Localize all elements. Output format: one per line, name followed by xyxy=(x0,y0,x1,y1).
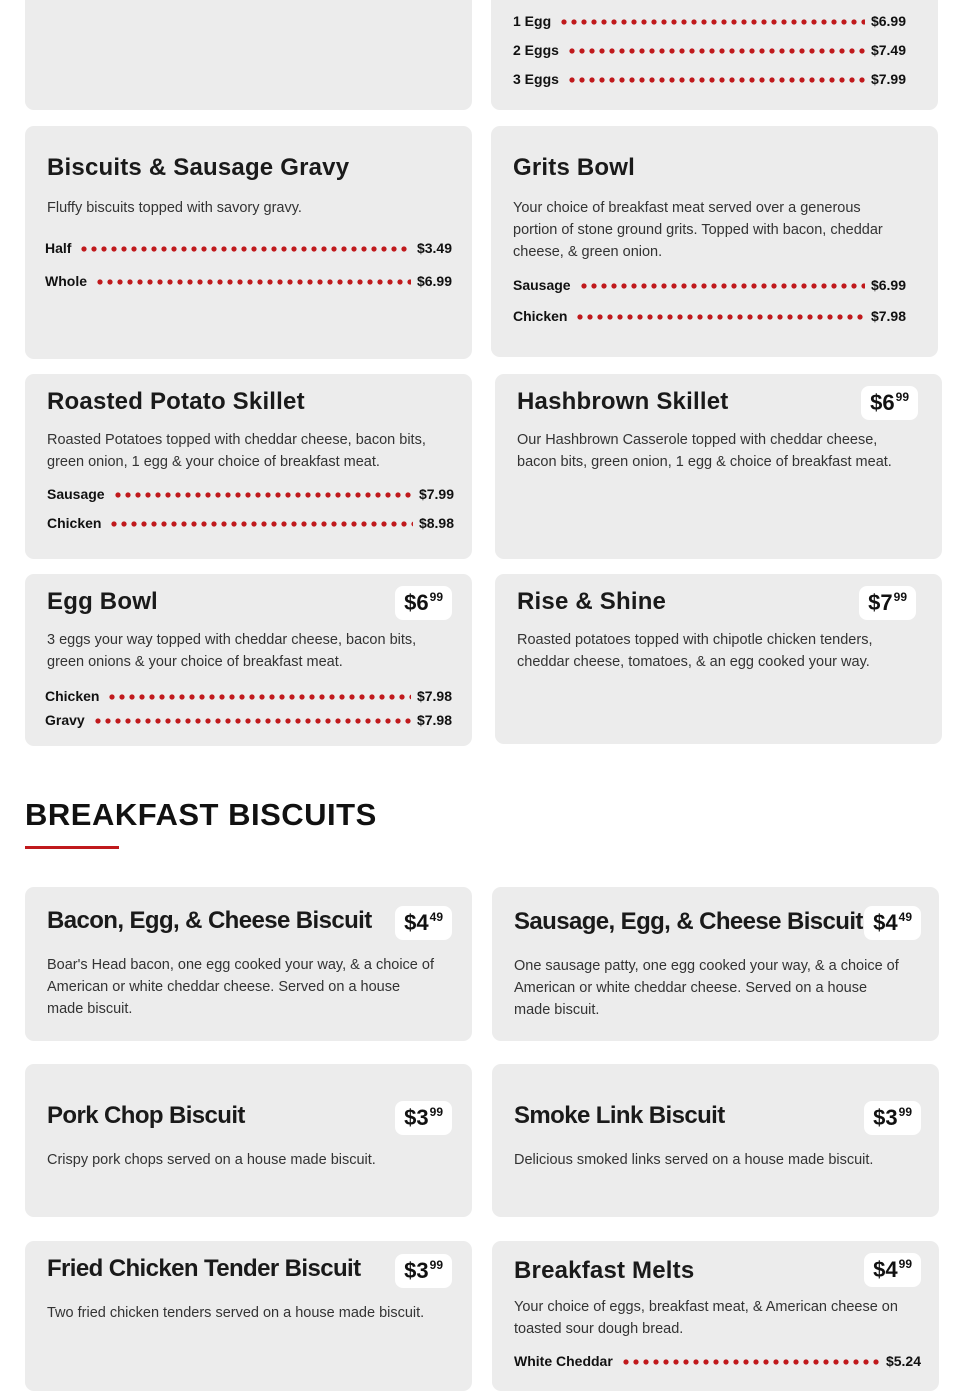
menu-card-smoke-link-biscuit xyxy=(492,1064,939,1217)
price-cents: 99 xyxy=(429,590,443,604)
option-label: White Cheddar xyxy=(514,1353,613,1369)
price-cents: 99 xyxy=(898,1105,912,1119)
price-badge xyxy=(864,1253,921,1287)
price-badge xyxy=(395,906,452,940)
price-badge xyxy=(864,906,921,940)
menu-card-grits-bowl xyxy=(491,126,938,357)
item-title: Sausage, Egg, & Cheese Biscuit xyxy=(514,908,863,935)
item-title: Grits Bowl xyxy=(513,154,636,181)
dot-leader xyxy=(559,19,865,25)
price-cents: 99 xyxy=(895,390,909,404)
option-price: $7.99 xyxy=(870,71,906,87)
option-price: $8.98 xyxy=(418,515,454,531)
item-title: Pork Chop Biscuit xyxy=(47,1102,245,1129)
option-label: Sausage xyxy=(513,277,571,293)
option-row xyxy=(45,272,452,290)
item-title: Egg Bowl xyxy=(47,588,158,615)
dot-leader xyxy=(95,279,411,285)
price-dollars: $6 xyxy=(870,390,895,415)
option-row xyxy=(47,514,454,532)
menu-card-roasted-potato-skillet xyxy=(25,374,472,559)
option-row xyxy=(514,1352,921,1370)
item-title: Bacon, Egg, & Cheese Biscuit xyxy=(47,907,372,934)
item-description: Delicious smoked links served on a house made biscuit. xyxy=(514,1152,874,1168)
dot-leader xyxy=(621,1359,880,1365)
item-description: Roasted potatoes topped with chipotle chicken tenders, cheddar cheese, tomatoes, & an egg cooked your way. xyxy=(517,632,873,670)
dot-leader xyxy=(579,283,865,289)
price-cents: 99 xyxy=(893,590,907,604)
dot-leader xyxy=(575,314,864,320)
menu-card-hashbrown-skillet xyxy=(495,374,942,559)
menu-card-sausage-egg-cheese-biscuit xyxy=(492,887,939,1041)
option-price: $7.99 xyxy=(418,486,454,502)
option-label: 1 Egg xyxy=(513,13,552,29)
menu-card-egg-bowl xyxy=(25,574,472,746)
price-badge xyxy=(864,1101,921,1135)
price-badge xyxy=(859,586,916,620)
price-cents: 49 xyxy=(429,910,443,924)
menu-card-rise-shine xyxy=(495,574,942,744)
item-description: Your choice of breakfast meat served over a generous portion of stone ground grits. Topped with bacon, cheddar cheese, & green onion. xyxy=(513,200,883,260)
option-label: Whole xyxy=(45,273,87,289)
menu-card-breakfast-melts xyxy=(492,1241,939,1391)
option-row xyxy=(513,12,906,30)
price-badge xyxy=(395,1101,452,1135)
price-dollars: $4 xyxy=(873,1257,898,1282)
item-title: Fried Chicken Tender Biscuit xyxy=(47,1255,361,1282)
dot-leader xyxy=(567,48,865,54)
option-row xyxy=(513,70,906,88)
menu-card-fried-chicken-tender-biscuit xyxy=(25,1241,472,1391)
option-row xyxy=(45,687,452,705)
option-price: $6.99 xyxy=(870,277,906,293)
price-cents: 49 xyxy=(898,910,912,924)
option-row xyxy=(45,239,452,257)
option-price: $5.24 xyxy=(885,1353,921,1369)
dot-leader xyxy=(93,718,411,724)
price-cents: 99 xyxy=(429,1258,443,1272)
option-row xyxy=(47,485,454,503)
option-price: $3.49 xyxy=(416,240,452,256)
option-price: $7.98 xyxy=(416,712,452,728)
item-title: Smoke Link Biscuit xyxy=(514,1102,725,1129)
item-title: Hashbrown Skillet xyxy=(517,388,729,415)
option-row xyxy=(513,41,906,59)
item-description: Roasted Potatoes topped with cheddar cheese, bacon bits, green onion, 1 egg & your choice of breakfast meat. xyxy=(47,432,426,470)
item-description: Crispy pork chops served on a house made biscuit. xyxy=(47,1152,376,1168)
price-badge xyxy=(395,586,452,620)
option-label: 2 Eggs xyxy=(513,42,559,58)
price-dollars: $4 xyxy=(404,910,429,935)
menu-card-biscuits-gravy xyxy=(25,126,472,359)
item-description: One sausage patty, one egg cooked your way, & a choice of American or white cheddar cheese. Served on a house made biscuit. xyxy=(514,958,899,1018)
dot-leader xyxy=(113,492,413,498)
option-label: Chicken xyxy=(45,688,100,704)
price-dollars: $6 xyxy=(404,590,429,615)
price-dollars: $4 xyxy=(873,910,898,935)
section-heading: BREAKFAST BISCUITS xyxy=(25,797,377,832)
item-description: Fluffy biscuits topped with savory gravy. xyxy=(47,200,302,216)
price-dollars: $3 xyxy=(873,1105,898,1130)
option-price: $7.98 xyxy=(870,308,906,324)
dot-leader xyxy=(109,521,412,527)
item-description: Our Hashbrown Casserole topped with cheddar cheese, bacon bits, green onion, 1 egg & choice of breakfast meat. xyxy=(517,432,892,470)
menu-card-eggs xyxy=(491,0,938,110)
option-price: $7.98 xyxy=(416,688,452,704)
option-row xyxy=(513,276,906,294)
option-price: $7.49 xyxy=(870,42,906,58)
option-label: Gravy xyxy=(45,712,85,728)
menu-card-blank xyxy=(25,0,472,110)
section-underline xyxy=(25,846,119,849)
option-price: $6.99 xyxy=(870,13,906,29)
option-label: Chicken xyxy=(513,308,568,324)
item-description: Your choice of eggs, breakfast meat, & American cheese on toasted sour dough bread. xyxy=(514,1299,898,1337)
item-title: Biscuits & Sausage Gravy xyxy=(47,154,350,181)
option-label: Half xyxy=(45,240,72,256)
option-price: $6.99 xyxy=(416,273,452,289)
dot-leader xyxy=(79,246,411,252)
option-label: 3 Eggs xyxy=(513,71,559,87)
menu-card-pork-chop-biscuit xyxy=(25,1064,472,1217)
price-badge xyxy=(395,1254,452,1288)
dot-leader xyxy=(567,77,865,83)
price-badge xyxy=(861,386,918,420)
item-description: Two fried chicken tenders served on a house made biscuit. xyxy=(47,1305,425,1321)
item-title: Breakfast Melts xyxy=(514,1257,695,1284)
item-description: Boar's Head bacon, one egg cooked your way, & a choice of American or white cheddar cheese. Served on a house made biscuit. xyxy=(47,957,434,1017)
price-cents: 99 xyxy=(898,1257,912,1271)
option-label: Chicken xyxy=(47,515,102,531)
price-dollars: $3 xyxy=(404,1258,429,1283)
price-dollars: $7 xyxy=(868,590,893,615)
item-description: 3 eggs your way topped with cheddar cheese, bacon bits, green onions & your choice of breakfast meat. xyxy=(47,632,417,670)
price-cents: 99 xyxy=(429,1105,443,1119)
price-dollars: $3 xyxy=(404,1105,429,1130)
dot-leader xyxy=(107,694,410,700)
option-label: Sausage xyxy=(47,486,105,502)
option-row xyxy=(45,711,452,729)
item-title: Rise & Shine xyxy=(517,588,667,615)
option-row xyxy=(513,307,906,325)
item-title: Roasted Potato Skillet xyxy=(47,388,305,415)
menu-card-bacon-egg-cheese-biscuit xyxy=(25,887,472,1041)
